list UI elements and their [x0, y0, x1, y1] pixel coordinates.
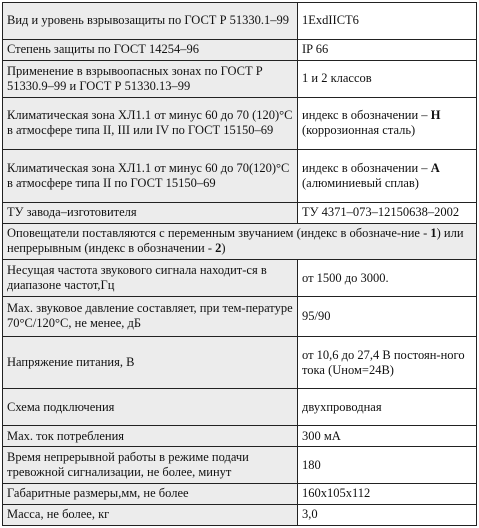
row-label: Мах. ток потребления	[3, 426, 298, 447]
row-value: 160х105х112	[298, 483, 477, 504]
row-value: 300 мА	[298, 426, 477, 447]
table-row	[3, 150, 477, 203]
table-row	[3, 202, 477, 223]
row-label: Схема подключения	[3, 389, 298, 426]
row-label: Вид и уровень взрывозащиты по ГОСТ Р 51330.1–99	[3, 3, 298, 40]
row-value	[298, 150, 477, 203]
row-value: IP 66	[298, 39, 477, 60]
index-material: (коррозионная сталь)	[302, 123, 416, 138]
table-row	[3, 60, 477, 97]
table-row	[3, 389, 477, 426]
table-row	[3, 223, 477, 260]
row-value	[298, 97, 477, 150]
table-row	[3, 336, 477, 389]
row-label: Степень защиты по ГОСТ 14254–96	[3, 39, 298, 60]
table-row	[3, 260, 477, 297]
table-row	[3, 426, 477, 447]
table-row	[3, 39, 477, 60]
index-letter: Н	[430, 108, 441, 123]
index-prefix: индекс в обозначении –	[302, 160, 431, 175]
row-value: двухпроводная	[298, 389, 477, 426]
table-row	[3, 504, 477, 525]
index-material: (алюминиевый сплав)	[302, 175, 419, 190]
row-label: ТУ завода–изготовителя	[3, 202, 298, 223]
row-label: Климатическая зона ХЛ1.1 от минус 60 до 70(120)°С в атмосфере типа II по ГОСТ 15150–69	[3, 150, 298, 203]
table-row	[3, 447, 477, 484]
full-width-note: Оповещатели поставляются с переменным звучанием (индекс в обозначе-ние - 1) или непрерывным (индекс в обозначении - 2)	[3, 223, 477, 260]
table-row	[3, 97, 477, 150]
table-row	[3, 297, 477, 337]
row-label: Масса, не более, кг	[3, 504, 298, 525]
spec-table	[2, 2, 477, 526]
row-value: от 1500 до 3000.	[298, 260, 477, 297]
row-value: от 10,6 до 27,4 В постоян-ного тока (Uном=24В)	[298, 336, 477, 389]
table-row	[3, 3, 477, 40]
row-label: Мах. звуковое давление составляет, при тем-пературе 70°С/120°С, не менее, дБ	[3, 297, 298, 337]
row-value: 1 и 2 классов	[298, 60, 477, 97]
row-label: Напряжение питания, В	[3, 336, 298, 389]
row-label: Климатическая зона ХЛ1.1 от минус 60 до 70 (120)°С в атмосфере типа II, III или IV по ГОСТ 15150–69	[3, 97, 298, 150]
row-label: Габаритные размеры,мм, не более	[3, 483, 298, 504]
table-row	[3, 483, 477, 504]
row-value: 180	[298, 447, 477, 484]
index-letter: А	[430, 160, 440, 175]
row-value: 3,0	[298, 504, 477, 525]
row-value: 95/90	[298, 297, 477, 337]
row-label: Время непрерывной работы в режиме подачи тревожной сигнализации, не более, минут	[3, 447, 298, 484]
row-value: 1ExdIICT6	[298, 3, 477, 40]
index-prefix: индекс в обозначении –	[302, 108, 431, 123]
row-value: ТУ 4371–073–12150638–2002	[298, 202, 477, 223]
row-label: Несущая частота звукового сигнала находит-ся в диапазоне частот,Гц	[3, 260, 298, 297]
row-label: Применение в взрывоопасных зонах по ГОСТ Р 51330.9–99 и ГОСТ Р 51330.13–99	[3, 60, 298, 97]
